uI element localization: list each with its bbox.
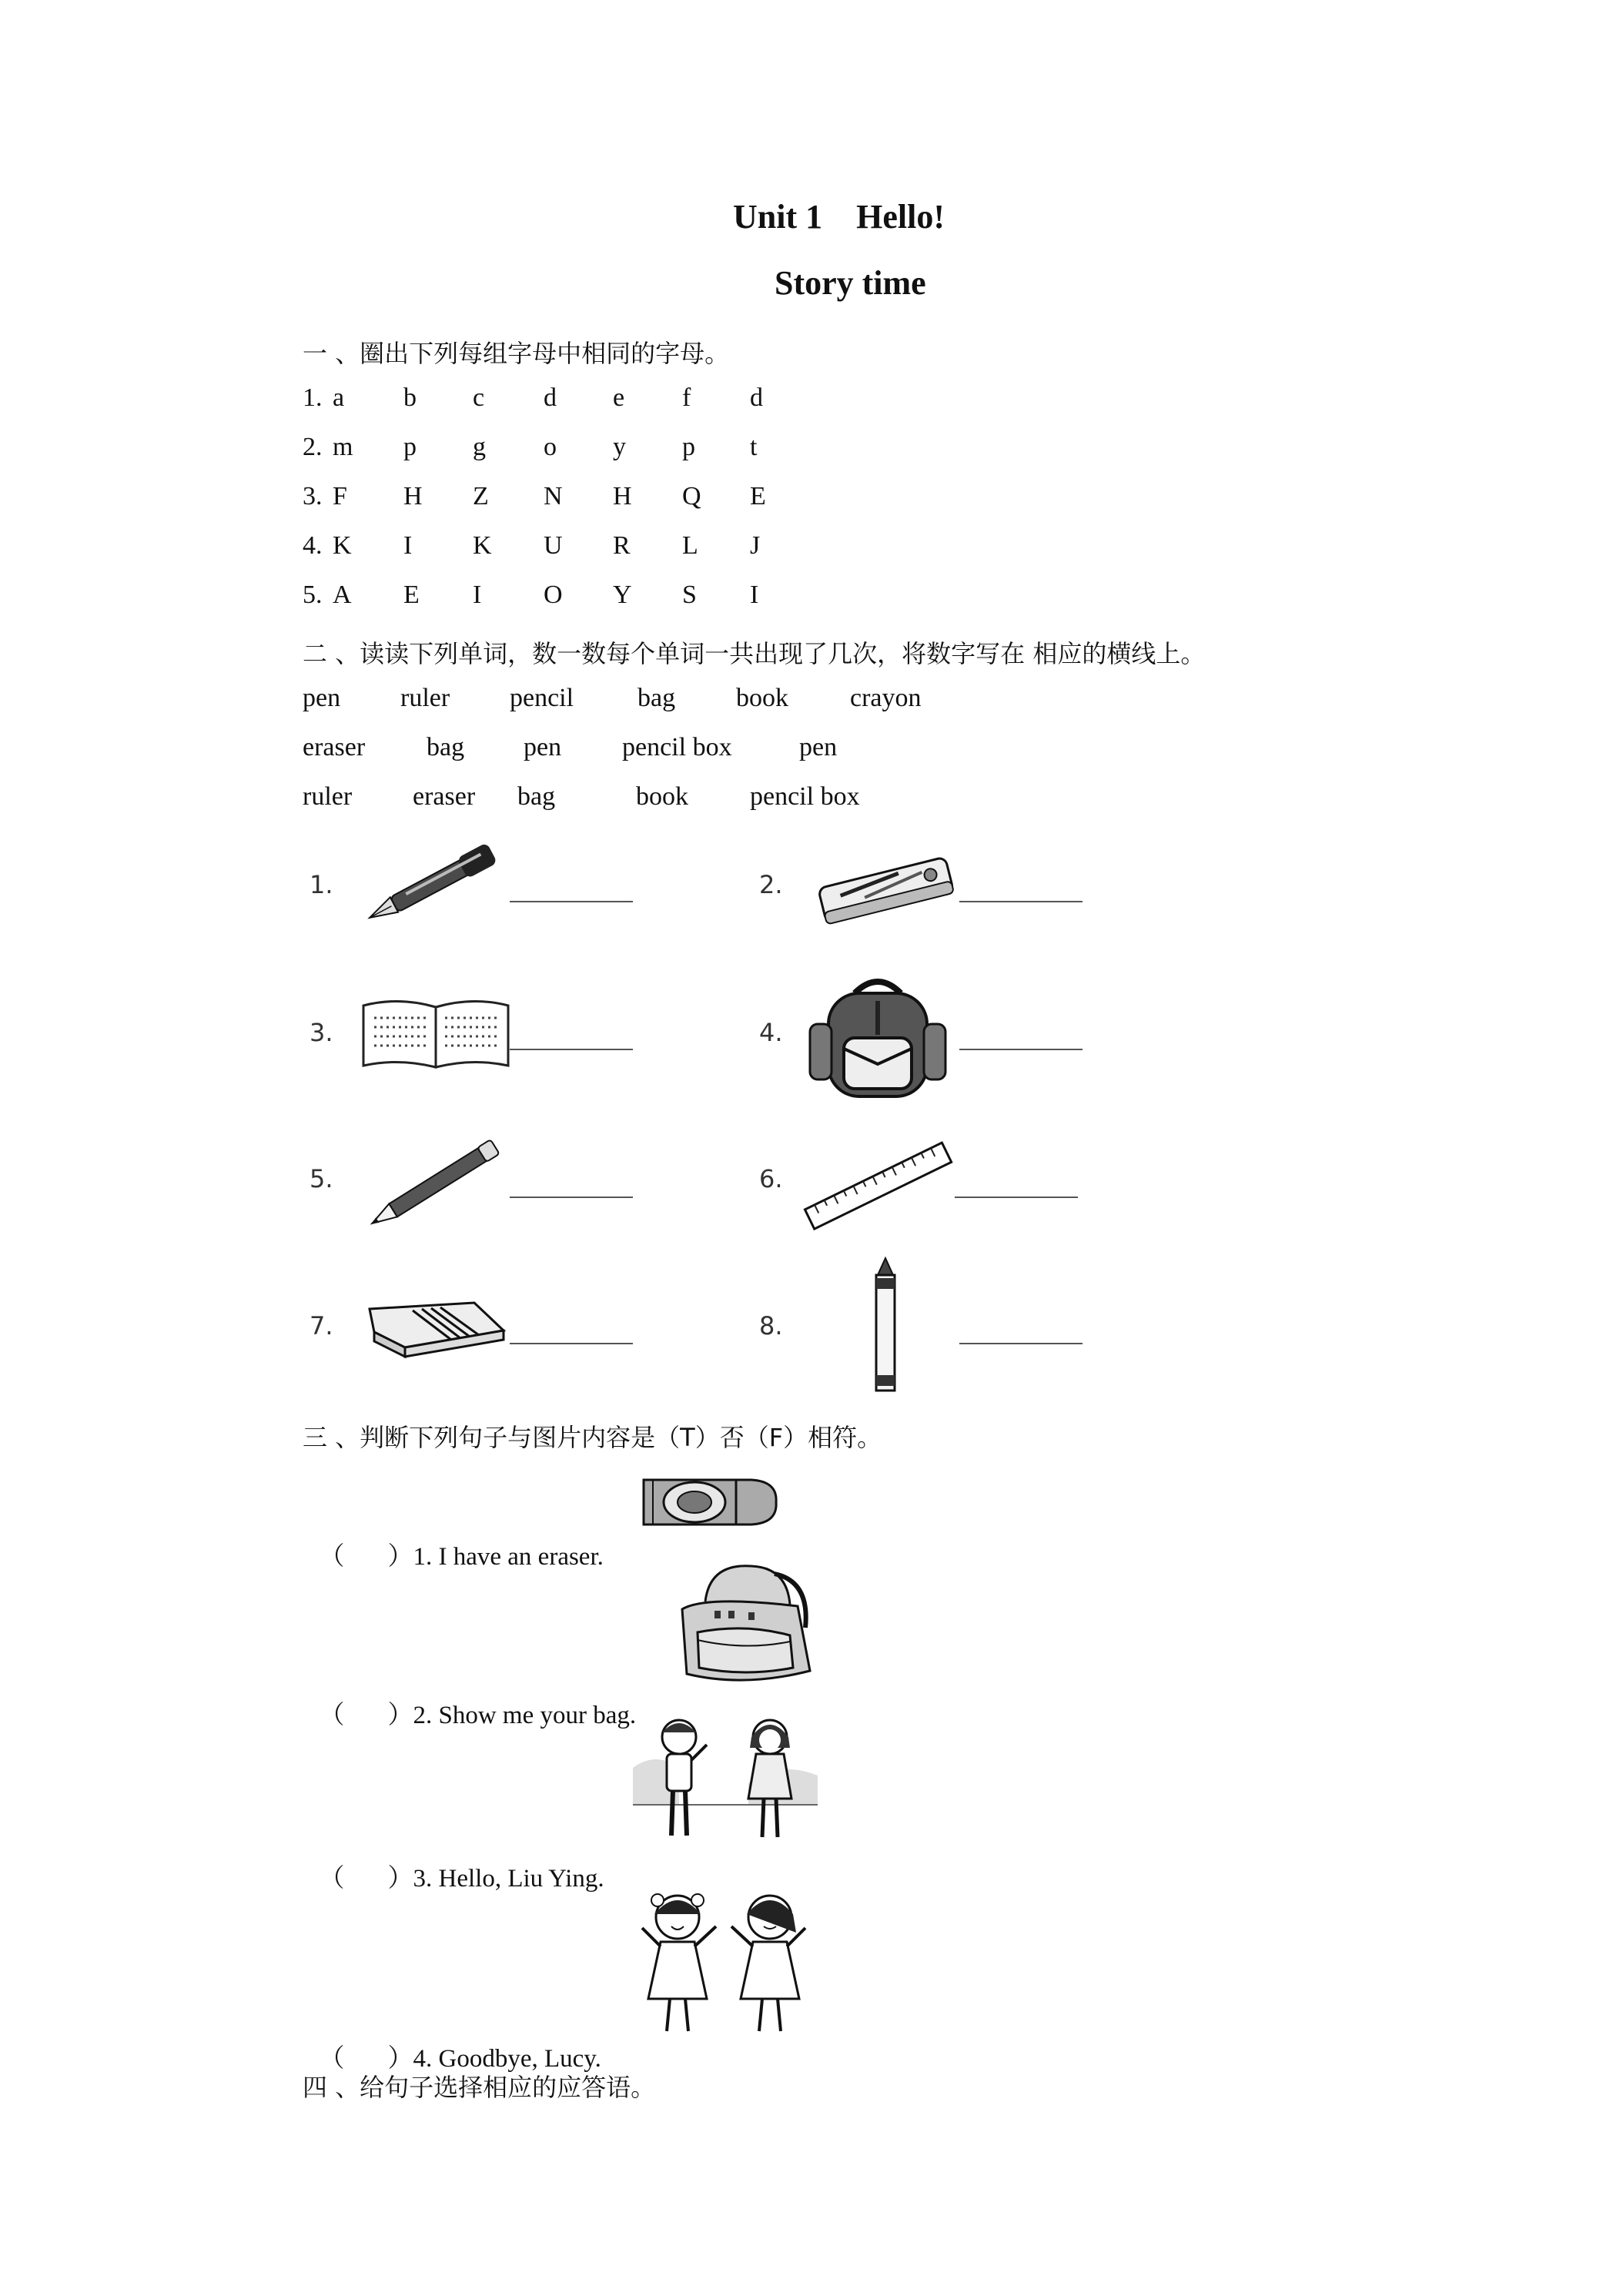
letter[interactable]: K — [333, 531, 352, 560]
letter[interactable]: t — [750, 433, 758, 461]
word: bag — [637, 684, 676, 712]
word: eraser — [303, 733, 366, 761]
letter[interactable]: R — [613, 531, 631, 560]
letter[interactable]: d — [544, 383, 557, 412]
sentence-text: 4. Goodbye, Lucy. — [413, 2045, 601, 2073]
word: pencil box — [750, 782, 860, 811]
answer-bracket-close[interactable]: ） — [387, 2045, 413, 2073]
letter[interactable]: F — [333, 482, 347, 510]
word: pen — [524, 733, 562, 761]
letter[interactable]: o — [544, 433, 557, 461]
item-number: 5. — [310, 1164, 333, 1193]
letter[interactable]: E — [750, 482, 766, 510]
letter[interactable]: d — [750, 383, 763, 412]
answer-blank[interactable] — [510, 901, 633, 902]
answer-bracket-open[interactable]: （ — [319, 1543, 345, 1571]
word: book — [736, 684, 788, 712]
bag-picture-icon — [674, 1555, 821, 1694]
letter[interactable]: p — [403, 433, 417, 461]
letter[interactable]: E — [403, 581, 420, 609]
item-number: 3. — [310, 1018, 333, 1047]
group-number: 2. — [303, 433, 323, 461]
group-number: 4. — [303, 531, 323, 560]
letter[interactable]: K — [473, 531, 492, 560]
word: eraser — [413, 782, 476, 811]
letter[interactable]: I — [403, 531, 413, 560]
answer-blank[interactable] — [510, 1049, 633, 1050]
answer-blank[interactable] — [959, 1049, 1083, 1050]
word: pencil — [510, 684, 574, 712]
letter[interactable]: e — [613, 383, 625, 412]
sentence-text: 2. Show me your bag. — [413, 1702, 637, 1729]
word: bag — [427, 733, 465, 761]
book-icon — [359, 992, 513, 1076]
sentence-text: 1. I have an eraser. — [413, 1543, 604, 1571]
bag-icon — [801, 970, 955, 1101]
letter[interactable]: Z — [473, 482, 489, 510]
crayon-icon — [870, 1255, 901, 1401]
item-number: 6. — [759, 1164, 783, 1193]
letter[interactable]: b — [403, 383, 417, 412]
pencil-box-icon — [808, 839, 955, 932]
answer-blank[interactable] — [510, 1197, 633, 1198]
item-number: 2. — [759, 870, 783, 899]
ruler-icon — [798, 1136, 959, 1237]
section2-instruction: 二 、读读下列单词，数一数每个单词一共出现了几次，将数字写在 相应的横线上。 — [303, 639, 1206, 668]
item-number: 8. — [759, 1311, 783, 1340]
letter[interactable]: y — [613, 433, 626, 461]
word: pencil box — [622, 733, 732, 761]
group-number: 5. — [303, 581, 323, 609]
sentence-text: 3. Hello, Liu Ying. — [413, 1865, 604, 1893]
sentence-row-2 — [306, 1666, 636, 1731]
sentence-row-1 — [306, 1508, 604, 1572]
answer-blank[interactable] — [959, 1343, 1083, 1344]
answer-bracket-close[interactable]: ） — [387, 1865, 413, 1893]
word: book — [636, 782, 688, 811]
letter[interactable]: O — [544, 581, 563, 609]
letter[interactable]: H — [613, 482, 632, 510]
letter[interactable]: J — [750, 531, 761, 560]
answer-blank[interactable] — [959, 901, 1083, 902]
letter[interactable]: I — [473, 581, 482, 609]
answer-blank[interactable] — [510, 1343, 633, 1344]
pencil-icon — [356, 1136, 510, 1237]
boy-girl-greeting-icon — [633, 1714, 818, 1845]
group-number: 3. — [303, 482, 323, 510]
answer-bracket-close[interactable]: ） — [387, 1702, 413, 1729]
letter[interactable]: Y — [613, 581, 632, 609]
sentence-row-4 — [306, 2010, 601, 2074]
letter[interactable]: m — [333, 433, 353, 461]
letter[interactable]: S — [682, 581, 697, 609]
section1-instruction: 一 、圈出下列每组字母中相同的字母。 — [303, 339, 730, 368]
answer-bracket-open[interactable]: （ — [319, 1865, 345, 1893]
letter[interactable]: c — [473, 383, 485, 412]
letter[interactable]: f — [682, 383, 691, 412]
letter[interactable]: A — [333, 581, 352, 609]
answer-bracket-close[interactable]: ） — [387, 1543, 413, 1571]
answer-bracket-open[interactable]: （ — [319, 2045, 345, 2073]
letter[interactable]: U — [544, 531, 563, 560]
word: ruler — [303, 782, 353, 811]
item-number: 7. — [310, 1311, 333, 1340]
group-number: 1. — [303, 383, 323, 412]
word: bag — [517, 782, 556, 811]
page-subtitle: Story time — [775, 264, 926, 302]
girls-waving-icon — [627, 1883, 819, 2037]
item-number: 1. — [310, 870, 333, 899]
sentence-row-3 — [306, 1829, 604, 1894]
section3-instruction: 三 、判断下列句子与图片内容是（T）否（F）相符。 — [303, 1423, 882, 1452]
answer-blank[interactable] — [955, 1197, 1078, 1198]
letter[interactable]: g — [473, 433, 486, 461]
letter[interactable]: p — [682, 433, 695, 461]
letter[interactable]: I — [750, 581, 759, 609]
letter[interactable]: Q — [682, 482, 701, 510]
answer-bracket-open[interactable]: （ — [319, 1702, 345, 1729]
eraser-picture-icon — [636, 1474, 779, 1531]
section4-instruction: 四 、给句子选择相应的应答语。 — [303, 2073, 656, 2102]
word: pen — [303, 684, 341, 712]
pen-icon — [359, 839, 505, 932]
word: crayon — [850, 684, 922, 712]
word: ruler — [400, 684, 450, 712]
word: pen — [799, 733, 838, 761]
letter[interactable]: N — [544, 482, 563, 510]
page-title: Unit 1 Hello! — [733, 198, 945, 236]
letter[interactable]: H — [403, 482, 423, 510]
eraser-icon — [359, 1294, 513, 1363]
letter[interactable]: a — [333, 383, 345, 412]
letter[interactable]: L — [682, 531, 698, 560]
item-number: 4. — [759, 1018, 783, 1047]
